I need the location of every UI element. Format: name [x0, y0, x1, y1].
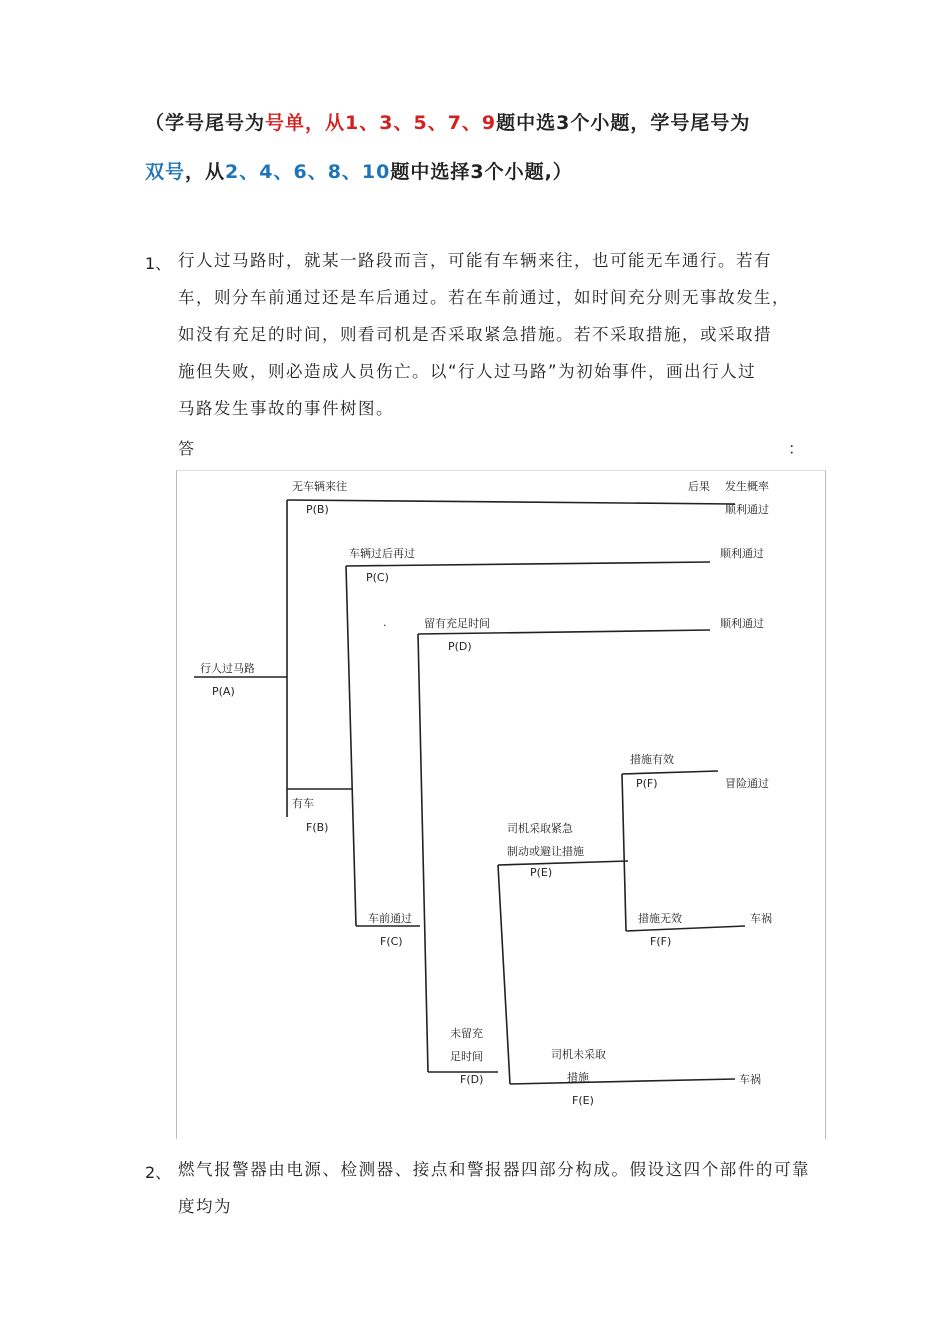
intro-seg: ，从 — [185, 161, 226, 183]
branch-line — [498, 865, 510, 1084]
question-1-line: 如没有充足的时间，则看司机是否采取紧急措施。若不采取措施，或采取措 — [178, 325, 772, 344]
ineffective-label: 措施无效 — [638, 912, 682, 925]
driver-acts-label-1: 司机采取紧急 — [507, 822, 573, 835]
question-2-number: 2、 — [145, 1163, 172, 1182]
branch-line — [418, 634, 428, 1072]
no-car-label: 无车辆来往 — [292, 480, 347, 493]
question-1-line: 马路发生事故的事件树图。 — [178, 399, 394, 418]
before-car-prob: F(C) — [380, 935, 403, 948]
header-outcome: 后果 — [688, 480, 710, 493]
branch-line — [622, 771, 718, 774]
branch-line — [622, 774, 626, 931]
question-1-line: 行人过马路时，就某一路段而言，可能有车辆来往，也可能无车通行。若有 — [178, 251, 772, 270]
effective-prob: P(F) — [636, 777, 658, 790]
question-1-line: 车，则分车前通过还是车后通过。若在车前通过，如时间充分则无事故发生， — [178, 288, 790, 307]
ineffective-outcome: 车祸 — [750, 912, 772, 925]
intro-seg: 题中选择3个小题,） — [390, 161, 573, 183]
not-enough-time-prob: F(D) — [460, 1073, 484, 1086]
branch-line — [287, 500, 735, 504]
effective-label: 措施有效 — [630, 753, 674, 766]
has-car-prob: F(B) — [306, 821, 329, 834]
driver-acts-prob: P(E) — [530, 866, 553, 879]
driver-no-act-prob: F(E) — [572, 1094, 594, 1107]
branch-line — [510, 1079, 735, 1084]
no-car-outcome: 顺利通过 — [725, 503, 769, 516]
answer-colon: ： — [788, 439, 805, 458]
enough-time-outcome: 顺利通过 — [720, 617, 764, 630]
intro-seg: 题中选3个小题，学号尾号为 — [496, 112, 751, 134]
branch-line — [418, 630, 710, 634]
has-car-label: 有车 — [292, 797, 314, 810]
ineffective-prob: F(F) — [650, 935, 672, 948]
question-1-line: 施但失败，则必造成人员伤亡。以“行人过马路”为初始事件，画出行人过 — [178, 362, 757, 381]
branch-line — [346, 566, 356, 926]
intro-seg: 1、3、5、7、9 — [345, 112, 497, 134]
answer-label: 答 — [178, 439, 195, 458]
before-car-label: 车前通过 — [368, 912, 412, 925]
enough-time-prob: P(D) — [448, 640, 472, 653]
driver-no-act-label-1: 司机未采取 — [551, 1048, 606, 1061]
intro-seg: 号单 — [265, 112, 306, 134]
header-prob: 发生概率 — [725, 480, 769, 493]
enough-time-label: 留有充足时间 — [424, 617, 490, 630]
intro-seg: （学号尾号为 — [145, 112, 266, 134]
not-enough-time-label-2: 足时间 — [450, 1050, 483, 1063]
no-car-prob: P(B) — [306, 503, 329, 516]
driver-no-act-outcome: 车祸 — [739, 1073, 761, 1086]
intro-seg: ，从 — [305, 112, 346, 134]
stray-dot: . — [383, 616, 387, 629]
effective-outcome: 冒险通过 — [725, 777, 769, 790]
branch-line — [346, 562, 710, 566]
branch-line — [498, 861, 628, 865]
not-enough-time-label-1: 未留充 — [450, 1027, 483, 1040]
after-car-prob: P(C) — [366, 571, 389, 584]
branch-line — [626, 926, 745, 931]
intro-seg: 双号 — [145, 161, 186, 183]
driver-no-act-label-2: 措施 — [567, 1071, 589, 1084]
root-prob: P(A) — [212, 685, 235, 698]
after-car-label: 车辆过后再过 — [349, 547, 415, 560]
question-1-number: 1、 — [145, 254, 172, 273]
intro-seg: 2、4、6、8、10 — [225, 161, 391, 183]
question-2-text: 燃气报警器由电源、检测器、接点和警报器四部分构成。假设这四个部件的可靠度均为 — [178, 1160, 810, 1216]
root-label: 行人过马路 — [200, 662, 255, 675]
driver-acts-label-2: 制动或避让措施 — [507, 845, 584, 858]
after-car-outcome: 顺利通过 — [720, 547, 764, 560]
